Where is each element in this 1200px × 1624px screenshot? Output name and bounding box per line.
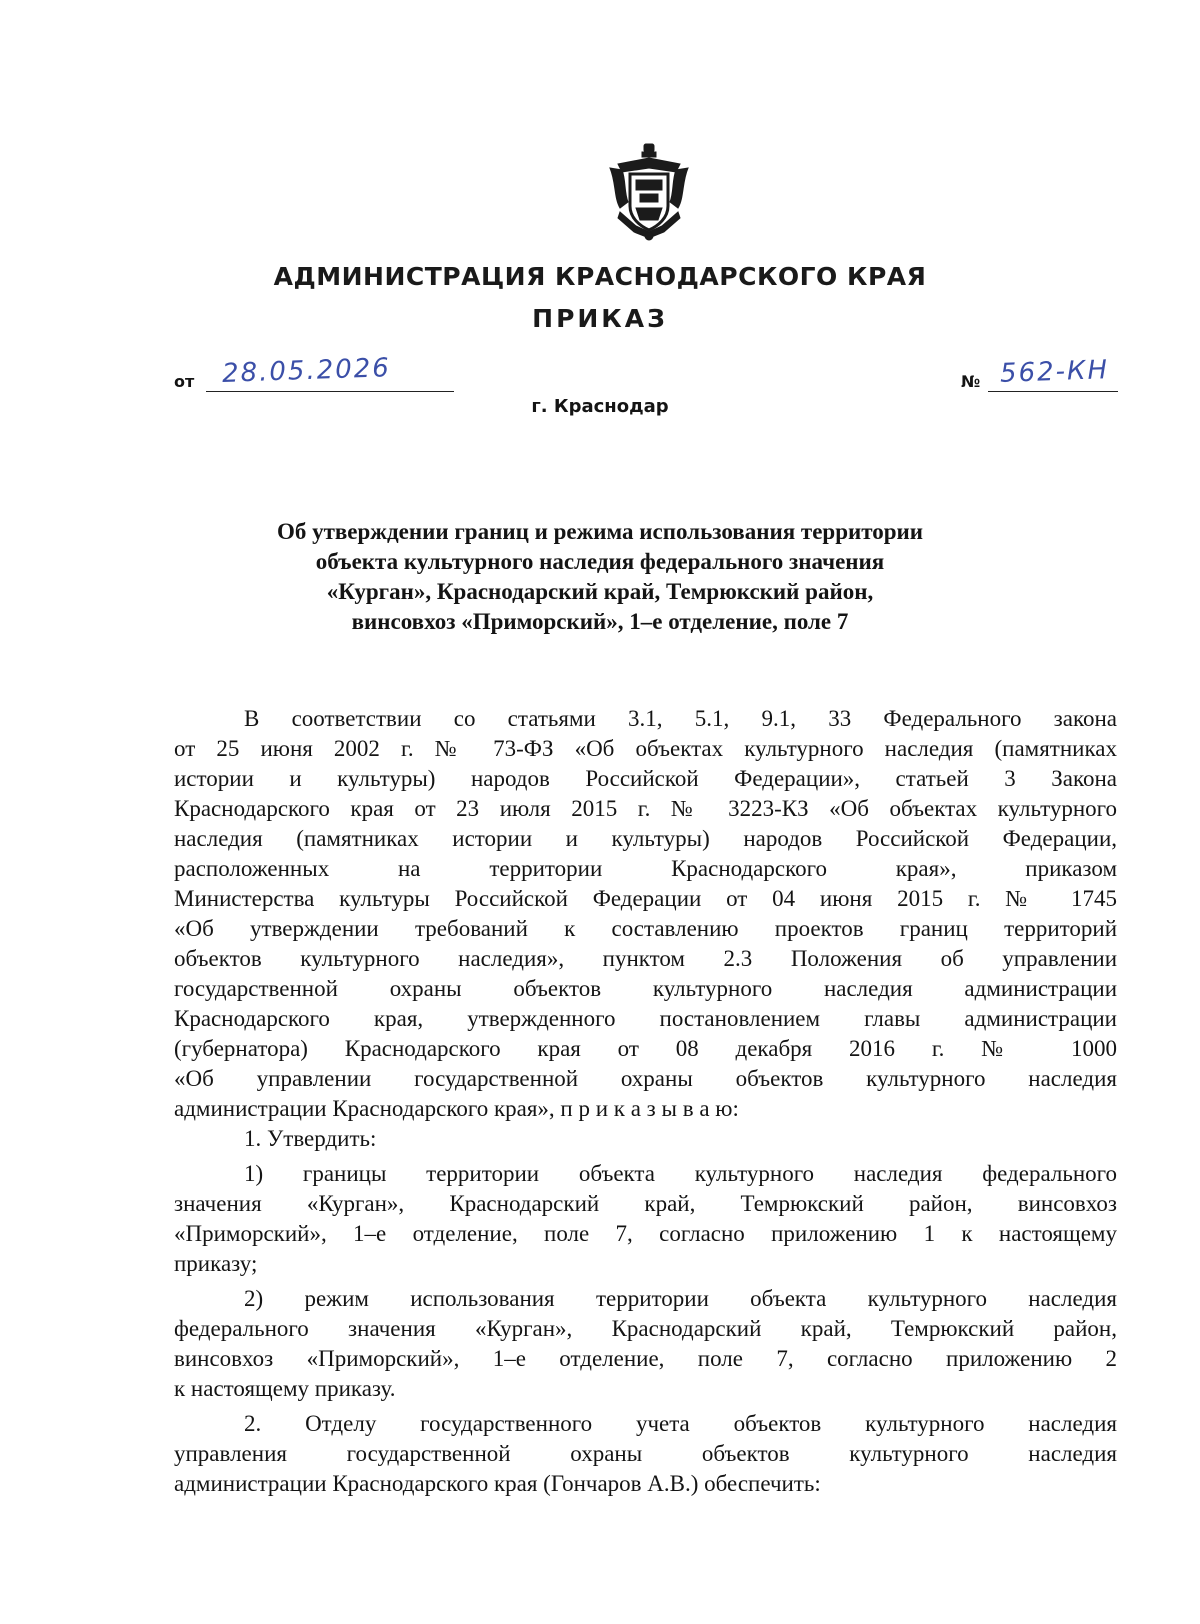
body-line: приказу; <box>174 1251 258 1276</box>
document-body <box>174 704 1117 1499</box>
document-type: ПРИКАЗ <box>532 304 668 333</box>
body-line: 2) режим использования территории объекта культурного наследия <box>244 1286 1117 1311</box>
body-line: «Об управлении государственной охраны объектов культурного наследия <box>174 1066 1117 1091</box>
body-line: «Приморский», 1–е отделение, поле 7, согласно приложению 1 к настоящему <box>174 1221 1117 1246</box>
body-line: Министерства культуры Российской Федерации от 04 июня 2015 г. № 1745 <box>174 886 1117 911</box>
number-label: № <box>961 372 981 391</box>
title-line: объекта культурного наследия федерального значения <box>315 549 885 574</box>
body-line: объектов культурного наследия», пунктом 2.3 Положения об управлении <box>174 946 1117 971</box>
date-underline <box>206 391 454 392</box>
body-line: расположенных на территории Краснодарского края», приказом <box>174 856 1117 881</box>
body-line: Краснодарского края, утвержденного постановлением главы администрации <box>174 1006 1117 1031</box>
body-line: (губернатора) Краснодарского края от 08 декабря 2016 г. № 1000 <box>174 1036 1117 1061</box>
paragraph-item-2 <box>174 1409 1117 1499</box>
body-line: 1) границы территории объекта культурного наследия федерального <box>244 1161 1117 1186</box>
body-line: 2. Отделу государственного учета объектов культурного наследия <box>244 1411 1117 1436</box>
body-line: государственной охраны объектов культурного наследия администрации <box>174 976 1117 1001</box>
paragraph-item-1-1 <box>174 1159 1117 1279</box>
number-handwritten: 562-КН <box>999 355 1110 389</box>
body-line: администрации Краснодарского края», п р и к а з ы в а ю: <box>174 1096 739 1121</box>
body-line: от 25 июня 2002 г. № 73-ФЗ «Об объектах культурного наследия (памятниках <box>174 736 1117 761</box>
body-line: управления государственной охраны объектов культурного наследия <box>174 1441 1117 1466</box>
body-line: к настоящему приказу. <box>174 1376 396 1401</box>
body-line: «Об утверждении требований к составлению проектов границ территорий <box>174 916 1117 941</box>
body-line: 1. Утвердить: <box>244 1126 377 1151</box>
date-handwritten: 28.05.2026 <box>221 353 392 389</box>
city-name: г. Краснодар <box>531 396 669 417</box>
body-line: истории и культуры) народов Российской Федерации», статьей 3 Закона <box>174 766 1117 791</box>
body-line: В соответствии со статьями 3.1, 5.1, 9.1, 33 Федерального закона <box>244 706 1117 731</box>
title-line: винсовхоз «Приморский», 1–е отделение, поле 7 <box>351 609 849 634</box>
paragraph-item-1 <box>174 1124 1117 1154</box>
organization-name: АДМИНИСТРАЦИЯ КРАСНОДАРСКОГО КРАЯ <box>273 262 927 291</box>
body-line: винсовхоз «Приморский», 1–е отделение, поле 7, согласно приложению 2 <box>174 1346 1117 1371</box>
body-line: Краснодарского края от 23 июля 2015 г. № 3223-КЗ «Об объектах культурного <box>174 796 1117 821</box>
date-label: от <box>174 372 195 391</box>
body-line: администрации Краснодарского края (Гончаров А.В.) обеспечить: <box>174 1471 821 1496</box>
paragraph-item-1-2 <box>174 1284 1117 1404</box>
paragraph-preamble <box>174 704 1117 1124</box>
title-line: Об утверждении границ и режима использования территории <box>276 519 924 544</box>
document-title <box>150 517 1050 637</box>
body-line: федерального значения «Курган», Краснодарский край, Темрюкский район, <box>174 1316 1117 1341</box>
title-line: «Курган», Краснодарский край, Темрюкский район, <box>326 579 874 604</box>
body-line: наследия (памятниках истории и культуры) народов Российской Федерации, <box>174 826 1117 851</box>
coat-of-arms-icon <box>606 142 692 242</box>
number-underline <box>988 391 1118 392</box>
body-line: значения «Курган», Краснодарский край, Темрюкский район, винсовхоз <box>174 1191 1117 1216</box>
